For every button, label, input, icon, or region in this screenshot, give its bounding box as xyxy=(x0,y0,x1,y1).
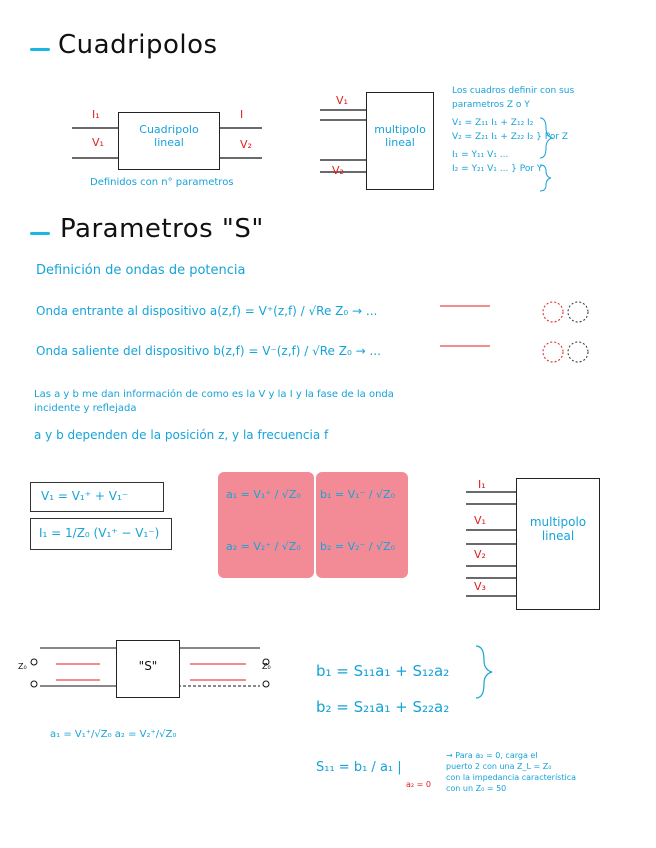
section-title-parametros-s: Parametros "S" xyxy=(60,214,264,244)
multipole2-port-label: V₂ xyxy=(474,548,486,561)
multipole2-port-label: I₁ xyxy=(478,478,486,491)
quadripole-label: Cuadripolo lineal xyxy=(139,123,199,149)
note-line: parametros Z o Y xyxy=(452,100,530,110)
paragraph-info-1b: incidente y reflejada xyxy=(34,403,137,414)
equation-i: I₁ = 1/Z₀ (V₁⁺ − V₁⁻) xyxy=(39,526,160,540)
paragraph-info-1: Las a y b me dan información de como es la V y la I y la fase de la onda xyxy=(34,389,394,400)
hl-b2: b₂ = V₂⁻ / √Z₀ xyxy=(320,540,395,553)
quadripole-caption: Definidos con n° parametros xyxy=(90,177,234,188)
quadripole-left-i: I₁ xyxy=(92,108,100,121)
s-right-z0: Z₀ xyxy=(262,662,271,671)
section-title-cuadripolos: Cuadripolos xyxy=(58,30,218,60)
s11-note-line: con la impedancia característica xyxy=(446,773,576,782)
s-left-z0: Z₀ xyxy=(18,662,27,671)
definition-line: Definición de ondas de potencia xyxy=(36,263,246,278)
s-eq-2: b₂ = S₂₁a₁ + S₂₂a₂ xyxy=(316,698,450,716)
quadripole-right-i: I xyxy=(240,108,244,121)
note-line: Los cuadros definir con sus xyxy=(452,86,575,96)
multipole-label-1: multipolo lineal xyxy=(374,123,426,149)
multipole2-port-label: V₁ xyxy=(474,514,486,527)
s11-note xyxy=(446,750,646,794)
hl-a1: a₁ = V₁⁺ / √Z₀ xyxy=(226,488,301,501)
s-box xyxy=(116,640,180,698)
note-line: V₁ = Z₁₁ I₁ + Z₁₂ I₂ xyxy=(452,118,534,128)
s11-note-line: con un Z₀ = 50 xyxy=(446,784,507,793)
hl-b1: b₁ = V₁⁻ / √Z₀ xyxy=(320,488,395,501)
multipole-v-bottom: V₂ xyxy=(332,164,344,177)
equation-v: V₁ = V₁⁺ + V₁⁻ xyxy=(41,489,129,503)
quadripole-right-v: V₂ xyxy=(240,138,252,151)
incident-wave-line: Onda entrante al dispositivo a(z,f) = V⁺(z,f) / √Re Z₀ → ... xyxy=(36,304,378,318)
hl-a2: a₂ = V₂⁺ / √Z₀ xyxy=(226,540,301,553)
s11-eq: S₁₁ = b₁ / a₁ | xyxy=(316,760,402,775)
note-line: I₁ = Y₁₁ V₁ ... xyxy=(452,150,509,160)
s11-note-line: puerto 2 con una Z_L = Z₀ xyxy=(446,762,552,771)
multipole-label-2: multipolo lineal xyxy=(529,515,587,543)
s-box-label: "S" xyxy=(138,659,158,673)
note-line: V₂ = Z₂₁ I₁ + Z₂₂ I₂ } Por Z xyxy=(452,132,569,142)
s11-condition: a₂ = 0 xyxy=(406,780,431,789)
s11-note-line: → Para a₂ = 0, carga el xyxy=(446,751,538,760)
quadripole-left-v: V₁ xyxy=(92,136,104,149)
paragraph-info-2: a y b dependen de la posición z, y la frecuencia f xyxy=(34,428,329,442)
note-line: I₂ = Y₂₁ V₁ ... } Por Y xyxy=(452,164,543,174)
reflected-wave-line: Onda saliente del dispositivo b(z,f) = V⁻(z,f) / √Re Z₀ → ... xyxy=(36,344,381,358)
multipole2-port-label: V₃ xyxy=(474,580,486,593)
multipole-v-top: V₁ xyxy=(336,94,348,107)
s-bottom-eq: a₁ = V₁⁺/√Z₀ a₂ = V₂⁺/√Z₀ xyxy=(50,729,177,740)
s-eq-1: b₁ = S₁₁a₁ + S₁₂a₂ xyxy=(316,662,450,680)
